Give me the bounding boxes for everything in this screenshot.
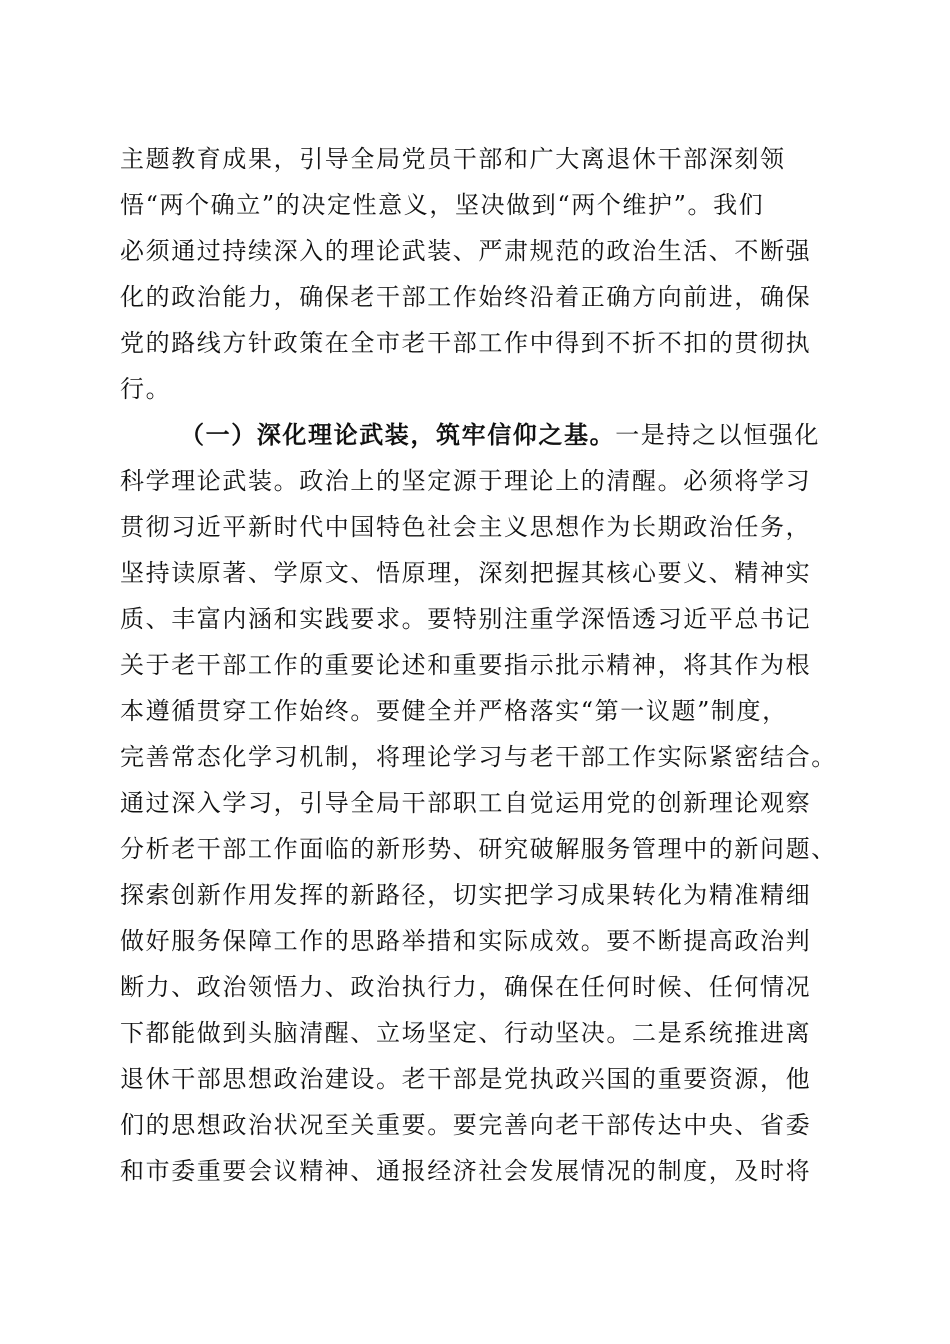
- text-line: 化的政治能力，确保老干部工作始终沿着正确方向前进，确保: [120, 283, 812, 311]
- text-line: 完善常态化学习机制，将理论学习与老干部工作实际紧密结合。: [120, 743, 837, 771]
- section-heading: （一）深化理论武装，筑牢信仰之基。: [180, 420, 616, 449]
- text-line: 断力、政治领悟力、政治执行力，确保在任何时候、任何情况: [120, 973, 812, 1001]
- text-line: 党的路线方针政策在全市老干部工作中得到不折不扣的贯彻执: [120, 329, 812, 357]
- text-line: 贯彻习近平新时代中国特色社会主义思想作为长期政治任务，: [120, 513, 812, 541]
- body-text: [120, 136, 840, 1194]
- text-line: 行。: [120, 375, 172, 403]
- text-line: 通过深入学习，引导全局干部职工自觉运用党的创新理论观察: [120, 789, 812, 817]
- text-line: 质、丰富内涵和实践要求。要特别注重学深悟透习近平总书记: [120, 605, 812, 633]
- text-line: 探索创新作用发挥的新路径，切实把学习成果转化为精准精细: [120, 881, 812, 909]
- text-line: 退休干部思想政治建设。老干部是党执政兴国的重要资源，他: [120, 1065, 812, 1093]
- text-line: 分析老干部工作面临的新形势、研究破解服务管理中的新问题、: [120, 835, 837, 863]
- text-line-rest: 一是持之以恒强化: [615, 421, 821, 449]
- text-line: 下都能做到头脑清醒、立场坚定、行动坚决。二是系统推进离: [120, 1019, 812, 1047]
- text-line: 和市委重要会议精神、通报经济社会发展情况的制度，及时将: [120, 1157, 812, 1185]
- text-line: 主题教育成果，引导全局党员干部和广大离退休干部深刻领: [120, 145, 786, 173]
- text-line: 关于老干部工作的重要论述和重要指示批示精神，将其作为根: [120, 651, 812, 679]
- text-line: 本遵循贯穿工作始终。要健全并严格落实“第一议题”制度，: [120, 697, 788, 725]
- text-line: 科学理论武装。政治上的坚定源于理论上的清醒。必须将学习: [120, 467, 812, 495]
- text-line: 必须通过持续深入的理论武装、严肃规范的政治生活、不断强: [120, 237, 812, 265]
- text-line: 们的思想政治状况至关重要。要完善向老干部传达中央、省委: [120, 1111, 812, 1139]
- text-line: 做好服务保障工作的思路举措和实际成效。要不断提高政治判: [120, 927, 812, 955]
- text-line: 悟“两个确立”的决定性意义，坚决做到“两个维护”。我们: [120, 191, 765, 219]
- text-line: 坚持读原著、学原文、悟原理，深刻把握其核心要义、精神实: [120, 559, 812, 587]
- section-heading-line: [120, 412, 840, 458]
